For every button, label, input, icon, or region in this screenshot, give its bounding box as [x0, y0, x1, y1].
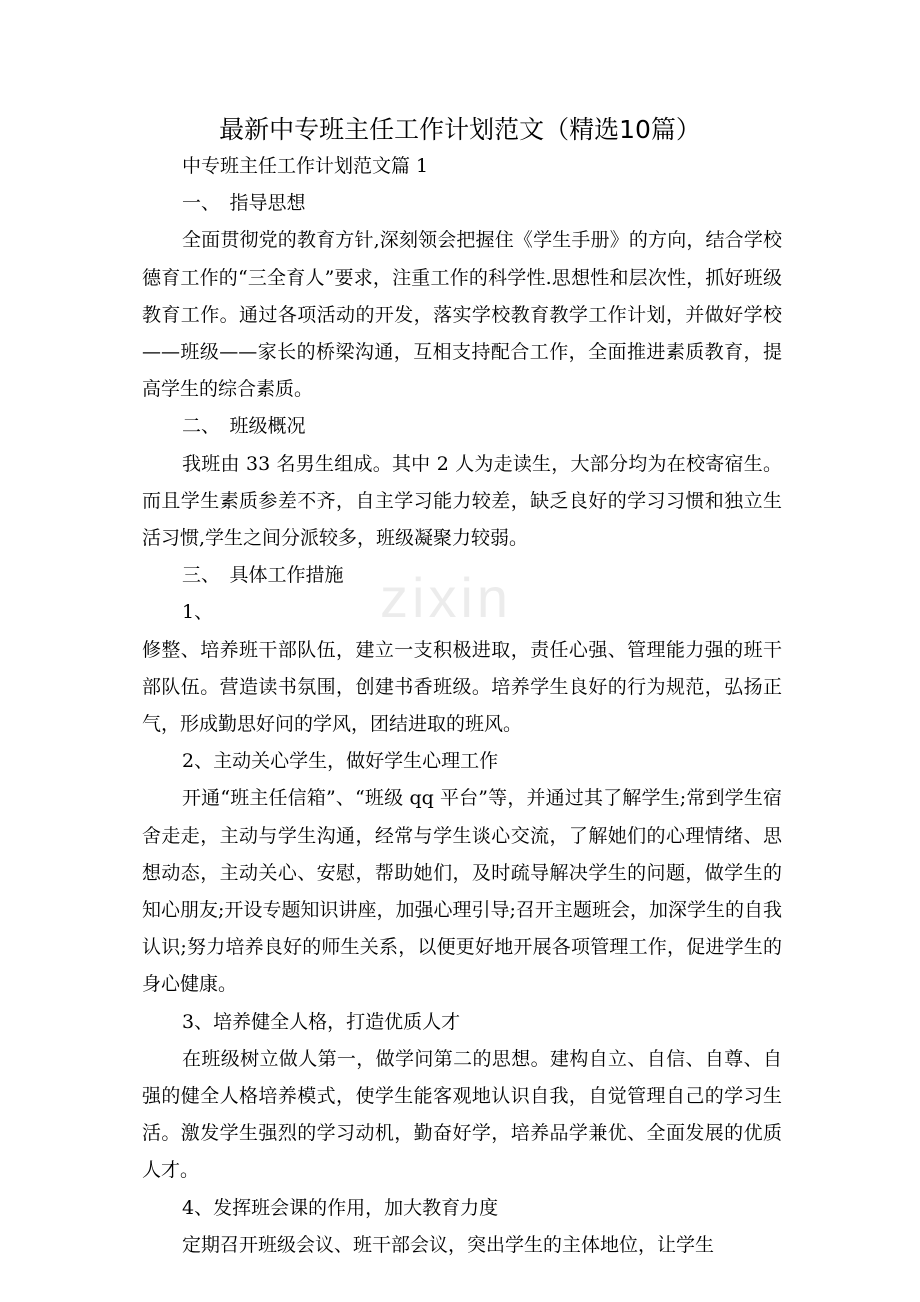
document-body: [142, 148, 782, 1264]
heading-guiding-ideology: 一、 指导思想: [182, 192, 306, 215]
document-title: 最新中专班主任工作计划范文（精选10篇）: [219, 115, 701, 144]
item-3-body: 在班级树立做人第一，做学问第二的思想。建构自立、自信、自尊、自强的健全人格培养模式，使学生能客观地认识自我，自觉管理自己的学习生活。激发学生强烈的学习动机，勤奋好学，培养品学兼优、全面发展的优质人才。: [142, 1047, 782, 1182]
section-title: 中专班主任工作计划范文篇 1: [182, 155, 429, 177]
item-2-heading: 2、主动关心学生，做好学生心理工作: [182, 750, 499, 773]
heading-measures: 三、 具体工作措施: [182, 564, 344, 587]
heading-class-overview: 二、 班级概况: [182, 415, 306, 438]
item-3-heading: 3、培养健全人格，打造优质人才: [182, 1010, 461, 1033]
watermark: zixin: [380, 566, 513, 629]
paragraph-guiding-ideology: 全面贯彻党的教育方针,深刻领会把握住《学生手册》的方向，结合学校德育工作的“三全育人”要求，注重工作的科学性.思想性和层次性，抓好班级教育工作。通过各项活动的开发，落实学校教育教学工作计划，并做好学校——班级——家长的桥梁沟通，互相支持配合工作，全面推进素质教育，提高学生的综合素质。: [142, 229, 782, 401]
item-4-body: 定期召开班级会议、班干部会议，突出学生的主体地位，让学生: [182, 1233, 715, 1256]
item-1-number: 1、: [182, 601, 214, 624]
paragraph-class-overview: 我班由 33 名男生组成。其中 2 人为走读生，大部分均为在校寄宿生。而且学生素质参差不齐，自主学习能力较差，缺乏良好的学习习惯和独立生活习惯,学生之间分派较多，班级凝聚力较弱。: [142, 452, 782, 550]
item-2-body: 开通“班主任信箱”、“班级 qq 平台”等，并通过其了解学生;常到学生宿舍走走，主动与学生沟通，经常与学生谈心交流，了解她们的心理情绪、思想动态，主动关心、安慰，帮助她们，及时疏导解决学生的问题，做学生的知心朋友;开设专题知识讲座，加强心理引导;召开主题班会，加深学生的自我认识;努力培养良好的师生关系，以便更好地开展各项管理工作，促进学生的身心健康。: [142, 787, 782, 996]
item-1-body: 修整、培养班干部队伍，建立一支积极进取，责任心强、管理能力强的班干部队伍。营造读书氛围，创建书香班级。培养学生良好的行为规范，弘扬正气，形成勤思好问的学风，团结进取的班风。: [142, 638, 782, 736]
item-4-heading: 4、发挥班会课的作用，加大教育力度: [182, 1196, 499, 1219]
